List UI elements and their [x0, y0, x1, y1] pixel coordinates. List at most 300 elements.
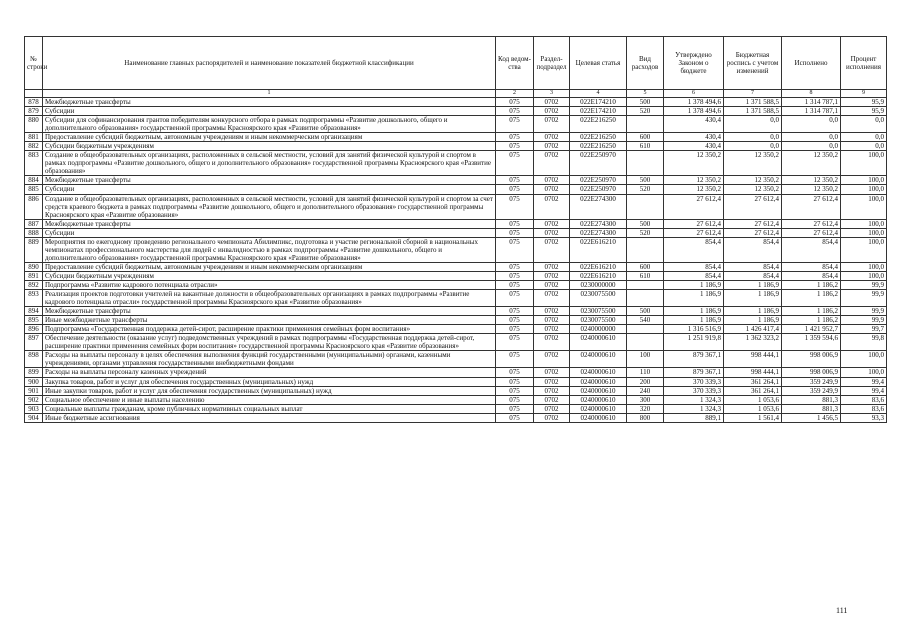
- row-approved: 1 324,3: [664, 404, 724, 413]
- row-name: Предоставление субсидий бюджетным, автономным учреждениям и иным некоммерческим организациям: [43, 133, 496, 142]
- row-name: Социальные выплаты гражданам, кроме публичных нормативных социальных выплат: [43, 404, 496, 413]
- row-executed: 1 186,2: [782, 316, 841, 325]
- row-percent: 100,0: [841, 219, 887, 228]
- row-percent: 100,0: [841, 151, 887, 176]
- row-executed: 359 249,9: [782, 386, 841, 395]
- row-name: Субсидии: [43, 107, 496, 116]
- row-executed: 881,3: [782, 404, 841, 413]
- row-approved: 1 316 516,9: [664, 325, 724, 334]
- row-target-item: 022E174210: [570, 107, 627, 116]
- row-dept-code: 075: [496, 334, 534, 351]
- row-approved: 27 612,4: [664, 219, 724, 228]
- row-target-item: 022E274300: [570, 219, 627, 228]
- row-section: 0702: [534, 98, 570, 107]
- row-section: 0702: [534, 133, 570, 142]
- table-row: [25, 386, 887, 395]
- row-expense-type: 520: [627, 228, 664, 237]
- row-section: 0702: [534, 194, 570, 219]
- row-approved: 1 186,9: [664, 307, 724, 316]
- row-expense-type: 300: [627, 395, 664, 404]
- row-budget-schedule: 0,0: [724, 116, 782, 133]
- row-executed: 12 350,2: [782, 185, 841, 194]
- row-name: Предоставление субсидий бюджетным, автономным учреждениям и иным некоммерческим организациям: [43, 262, 496, 271]
- row-section: 0702: [534, 386, 570, 395]
- row-dept-code: 075: [496, 368, 534, 377]
- row-section: 0702: [534, 262, 570, 271]
- row-name: Межбюджетные трансферты: [43, 219, 496, 228]
- row-approved: 879 367,1: [664, 351, 724, 368]
- row-number: 887: [25, 219, 43, 228]
- row-dept-code: 075: [496, 176, 534, 185]
- row-section: 0702: [534, 307, 570, 316]
- column-number-row: [25, 90, 887, 98]
- row-section: 0702: [534, 280, 570, 289]
- row-target-item: 022E616210: [570, 237, 627, 262]
- row-budget-schedule: 0,0: [724, 133, 782, 142]
- table-row: [25, 176, 887, 185]
- row-budget-schedule: 854,4: [724, 262, 782, 271]
- row-expense-type: 540: [627, 316, 664, 325]
- row-executed: 854,4: [782, 271, 841, 280]
- row-section: 0702: [534, 107, 570, 116]
- row-dept-code: 075: [496, 413, 534, 422]
- row-expense-type: [627, 151, 664, 176]
- row-expense-type: 500: [627, 219, 664, 228]
- table-row: [25, 404, 887, 413]
- row-percent: 99,4: [841, 386, 887, 395]
- row-dept-code: 075: [496, 151, 534, 176]
- row-number: 895: [25, 316, 43, 325]
- row-percent: 99,9: [841, 290, 887, 307]
- row-budget-schedule: 1 053,6: [724, 395, 782, 404]
- table-row: [25, 280, 887, 289]
- row-dept-code: 075: [496, 98, 534, 107]
- row-executed: 854,4: [782, 237, 841, 262]
- row-target-item: 022E216250: [570, 142, 627, 151]
- row-number: 880: [25, 116, 43, 133]
- row-expense-type: 600: [627, 133, 664, 142]
- table-row: [25, 142, 887, 151]
- row-expense-type: 520: [627, 107, 664, 116]
- row-budget-schedule: 1 053,6: [724, 404, 782, 413]
- row-section: 0702: [534, 413, 570, 422]
- column-number: 7: [724, 90, 782, 98]
- row-budget-schedule: 27 612,4: [724, 194, 782, 219]
- table-row: [25, 228, 887, 237]
- header-row-number: № строки: [25, 37, 43, 90]
- row-target-item: 022E274300: [570, 228, 627, 237]
- row-approved: 12 350,2: [664, 151, 724, 176]
- row-budget-schedule: 1 426 417,4: [724, 325, 782, 334]
- row-target-item: 0240000610: [570, 351, 627, 368]
- row-number: 888: [25, 228, 43, 237]
- row-executed: 0,0: [782, 133, 841, 142]
- budget-table: [24, 36, 887, 423]
- row-dept-code: 075: [496, 351, 534, 368]
- row-approved: 27 612,4: [664, 194, 724, 219]
- row-number: 883: [25, 151, 43, 176]
- row-name: Межбюджетные трансферты: [43, 307, 496, 316]
- column-number: 4: [570, 90, 627, 98]
- row-number: 901: [25, 386, 43, 395]
- header-executed: Исполнено: [782, 37, 841, 90]
- table-row: [25, 271, 887, 280]
- row-budget-schedule: 1 186,9: [724, 280, 782, 289]
- column-number: 1: [43, 90, 496, 98]
- table-row: [25, 107, 887, 116]
- row-executed: 12 350,2: [782, 176, 841, 185]
- page-number: 111: [836, 606, 848, 615]
- row-dept-code: 075: [496, 262, 534, 271]
- row-approved: 879 367,1: [664, 368, 724, 377]
- row-approved: 430,4: [664, 116, 724, 133]
- row-approved: 27 612,4: [664, 228, 724, 237]
- row-executed: 1 186,2: [782, 290, 841, 307]
- row-target-item: 022E174210: [570, 98, 627, 107]
- row-number: 885: [25, 185, 43, 194]
- row-budget-schedule: 1 186,9: [724, 290, 782, 307]
- row-number: 891: [25, 271, 43, 280]
- row-percent: 0,0: [841, 142, 887, 151]
- row-percent: 0,0: [841, 116, 887, 133]
- row-dept-code: 075: [496, 404, 534, 413]
- row-expense-type: 600: [627, 262, 664, 271]
- row-percent: 0,0: [841, 133, 887, 142]
- row-expense-type: 500: [627, 176, 664, 185]
- row-section: 0702: [534, 176, 570, 185]
- column-number: 9: [841, 90, 887, 98]
- row-dept-code: 075: [496, 280, 534, 289]
- row-name: Создание в общеобразовательных организациях, расположенных в сельской местности, условий для занятий физической культурой и спортом за счет средств краевого бюджета в рамках подпрограммы «Развитие дошкольного, общего и дополнительного образования» государственной программы Красноярского края «Развитие образования»: [43, 194, 496, 219]
- row-target-item: 022E616210: [570, 262, 627, 271]
- header-budget-schedule: Бюджетная роспись с учетом изменений: [724, 37, 782, 90]
- row-expense-type: 100: [627, 351, 664, 368]
- row-dept-code: 075: [496, 228, 534, 237]
- row-budget-schedule: 27 612,4: [724, 219, 782, 228]
- row-budget-schedule: 27 612,4: [724, 228, 782, 237]
- table-body: [25, 98, 887, 423]
- row-name: Межбюджетные трансферты: [43, 176, 496, 185]
- row-dept-code: 075: [496, 325, 534, 334]
- row-budget-schedule: 1 186,9: [724, 316, 782, 325]
- row-expense-type: [627, 237, 664, 262]
- row-approved: 430,4: [664, 133, 724, 142]
- row-section: 0702: [534, 404, 570, 413]
- row-dept-code: 075: [496, 142, 534, 151]
- row-executed: 998 006,9: [782, 351, 841, 368]
- row-approved: 1 186,9: [664, 316, 724, 325]
- row-section: 0702: [534, 219, 570, 228]
- row-percent: 100,0: [841, 237, 887, 262]
- row-expense-type: 240: [627, 386, 664, 395]
- row-percent: 99,9: [841, 316, 887, 325]
- row-number: 890: [25, 262, 43, 271]
- row-target-item: 022E216250: [570, 133, 627, 142]
- row-number: 879: [25, 107, 43, 116]
- row-percent: 100,0: [841, 194, 887, 219]
- row-approved: 1 186,9: [664, 280, 724, 289]
- row-executed: 1 186,2: [782, 307, 841, 316]
- header-row: [25, 37, 887, 90]
- row-name: Реализация проектов подготовки учителей на вакантные должности в общеобразовательных организациях в рамках подпрограммы «Развитие кадрового потенциала отрасли» государственной программы Красноярского края «Развитие образования»: [43, 290, 496, 307]
- row-dept-code: 075: [496, 185, 534, 194]
- row-number: 892: [25, 280, 43, 289]
- column-number: 6: [664, 90, 724, 98]
- row-name: Подпрограмма «Развитие кадрового потенциала отрасли»: [43, 280, 496, 289]
- table-row: [25, 351, 887, 368]
- row-section: 0702: [534, 395, 570, 404]
- row-number: 882: [25, 142, 43, 151]
- row-percent: 100,0: [841, 368, 887, 377]
- row-expense-type: 320: [627, 404, 664, 413]
- row-percent: 99,8: [841, 334, 887, 351]
- row-section: 0702: [534, 237, 570, 262]
- row-percent: 99,9: [841, 307, 887, 316]
- row-dept-code: 075: [496, 219, 534, 228]
- row-target-item: 0230075500: [570, 307, 627, 316]
- row-approved: 1 251 919,8: [664, 334, 724, 351]
- row-name: Субсидии бюджетным учреждениям: [43, 142, 496, 151]
- row-executed: 1 186,2: [782, 280, 841, 289]
- row-budget-schedule: 998 444,1: [724, 368, 782, 377]
- row-name: Обеспечение деятельности (оказание услуг) подведомственных учреждений в рамках подпрограммы «Государственная поддержка детей-сирот, расширение практики применения семейных форм воспитания» государственной программы Красноярского края «Развитие образования»: [43, 334, 496, 351]
- row-dept-code: 075: [496, 194, 534, 219]
- column-number: [25, 90, 43, 98]
- row-dept-code: 075: [496, 386, 534, 395]
- row-section: 0702: [534, 316, 570, 325]
- row-number: 899: [25, 368, 43, 377]
- table-row: [25, 133, 887, 142]
- row-section: 0702: [534, 142, 570, 151]
- row-budget-schedule: 1 186,9: [724, 307, 782, 316]
- row-approved: 12 350,2: [664, 176, 724, 185]
- row-approved: 854,4: [664, 262, 724, 271]
- row-approved: 1 186,9: [664, 290, 724, 307]
- row-budget-schedule: 1 371 588,5: [724, 98, 782, 107]
- row-name: Иные закупки товаров, работ и услуг для обеспечения государственных (муниципальных) нужд: [43, 386, 496, 395]
- row-percent: 99,9: [841, 280, 887, 289]
- column-number: 2: [496, 90, 534, 98]
- row-dept-code: 075: [496, 271, 534, 280]
- row-target-item: 022E274300: [570, 194, 627, 219]
- row-approved: 889,1: [664, 413, 724, 422]
- row-target-item: 022E616210: [570, 271, 627, 280]
- row-percent: 99,4: [841, 377, 887, 386]
- row-number: 889: [25, 237, 43, 262]
- row-budget-schedule: 361 264,1: [724, 377, 782, 386]
- table-row: [25, 316, 887, 325]
- row-executed: 854,4: [782, 262, 841, 271]
- row-expense-type: [627, 334, 664, 351]
- row-target-item: 0240000610: [570, 368, 627, 377]
- table-row: [25, 413, 887, 422]
- row-budget-schedule: 361 264,1: [724, 386, 782, 395]
- header-percent: Процент исполнения: [841, 37, 887, 90]
- row-percent: 99,7: [841, 325, 887, 334]
- row-executed: 27 612,4: [782, 194, 841, 219]
- row-expense-type: 610: [627, 271, 664, 280]
- row-approved: 370 339,3: [664, 386, 724, 395]
- row-dept-code: 075: [496, 290, 534, 307]
- row-executed: 27 612,4: [782, 228, 841, 237]
- row-section: 0702: [534, 151, 570, 176]
- column-number: 3: [534, 90, 570, 98]
- row-executed: 0,0: [782, 142, 841, 151]
- table-row: [25, 194, 887, 219]
- row-dept-code: 075: [496, 116, 534, 133]
- row-approved: 854,4: [664, 271, 724, 280]
- row-executed: 881,3: [782, 395, 841, 404]
- row-number: 893: [25, 290, 43, 307]
- row-expense-type: [627, 290, 664, 307]
- row-approved: 1 378 494,6: [664, 98, 724, 107]
- row-approved: 1 324,3: [664, 395, 724, 404]
- row-expense-type: 800: [627, 413, 664, 422]
- row-percent: 100,0: [841, 271, 887, 280]
- row-section: 0702: [534, 368, 570, 377]
- row-dept-code: 075: [496, 107, 534, 116]
- table-row: [25, 262, 887, 271]
- row-percent: 95,9: [841, 98, 887, 107]
- row-budget-schedule: 1 362 323,2: [724, 334, 782, 351]
- table-row: [25, 116, 887, 133]
- row-name: Субсидии: [43, 228, 496, 237]
- row-section: 0702: [534, 116, 570, 133]
- row-name: Иные бюджетные ассигнования: [43, 413, 496, 422]
- row-target-item: 0240000610: [570, 404, 627, 413]
- row-number: 904: [25, 413, 43, 422]
- row-expense-type: 610: [627, 142, 664, 151]
- row-budget-schedule: 854,4: [724, 237, 782, 262]
- row-percent: 83,6: [841, 404, 887, 413]
- row-target-item: 0230075500: [570, 290, 627, 307]
- row-budget-schedule: 998 444,1: [724, 351, 782, 368]
- row-target-item: 022E250970: [570, 185, 627, 194]
- table-row: [25, 219, 887, 228]
- table-row: [25, 325, 887, 334]
- row-budget-schedule: 12 350,2: [724, 151, 782, 176]
- row-budget-schedule: 12 350,2: [724, 176, 782, 185]
- header-approved: Утверждено Законом о бюджете: [664, 37, 724, 90]
- row-budget-schedule: 12 350,2: [724, 185, 782, 194]
- table-row: [25, 185, 887, 194]
- table-row: [25, 377, 887, 386]
- row-dept-code: 075: [496, 237, 534, 262]
- row-budget-schedule: 1 561,4: [724, 413, 782, 422]
- row-expense-type: [627, 194, 664, 219]
- row-executed: 1 359 594,6: [782, 334, 841, 351]
- row-name: Закупка товаров, работ и услуг для обеспечения государственных (муниципальных) нужд: [43, 377, 496, 386]
- row-number: 886: [25, 194, 43, 219]
- row-name: Мероприятия по ежегодному проведению регионального чемпионата Абилимпикс, подготовка и участие региональной сборной в национальных чемпионатах профессионального мастерства для людей с инвалидностью в рамках подпрограммы «Развитие дошкольного, общего и дополнительного образования» государственной программы Красноярского края «Развитие образования»: [43, 237, 496, 262]
- row-name: Субсидии: [43, 185, 496, 194]
- row-name: Субсидии для софинансирования грантов победителям конкурсного отбора в рамках подпрограммы «Развитие дошкольного, общего и дополнительного образования» государственной программы Красноярского края «Развитие образования»: [43, 116, 496, 133]
- row-name: Расходы на выплаты персоналу казенных учреждений: [43, 368, 496, 377]
- row-executed: 998 006,9: [782, 368, 841, 377]
- row-section: 0702: [534, 228, 570, 237]
- row-percent: 100,0: [841, 176, 887, 185]
- row-target-item: 022E250970: [570, 151, 627, 176]
- row-executed: 27 612,4: [782, 219, 841, 228]
- row-name: Иные межбюджетные трансферты: [43, 316, 496, 325]
- row-number: 884: [25, 176, 43, 185]
- row-executed: 1 456,5: [782, 413, 841, 422]
- row-section: 0702: [534, 377, 570, 386]
- row-section: 0702: [534, 185, 570, 194]
- header-dept-code: Код ведом-ства: [496, 37, 534, 90]
- table-row: [25, 237, 887, 262]
- row-number: 902: [25, 395, 43, 404]
- row-number: 903: [25, 404, 43, 413]
- header-expense-type: Вид расходов: [627, 37, 664, 90]
- row-approved: 12 350,2: [664, 185, 724, 194]
- row-budget-schedule: 854,4: [724, 271, 782, 280]
- row-target-item: 0240000610: [570, 334, 627, 351]
- row-number: 898: [25, 351, 43, 368]
- row-approved: 430,4: [664, 142, 724, 151]
- row-number: 896: [25, 325, 43, 334]
- row-target-item: 022E250970: [570, 176, 627, 185]
- row-approved: 370 339,3: [664, 377, 724, 386]
- row-section: 0702: [534, 290, 570, 307]
- row-name: Подпрограмма «Государственная поддержка детей-сирот, расширение практики применения семейных форм воспитания»: [43, 325, 496, 334]
- table-row: [25, 151, 887, 176]
- table-row: [25, 368, 887, 377]
- row-target-item: 0240000610: [570, 413, 627, 422]
- row-name: Расходы на выплаты персоналу в целях обеспечения выполнения функций государственными (муниципальными) органами, казенными учреждениями, органами управления государственными внебюджетными фондами: [43, 351, 496, 368]
- row-target-item: 0230000000: [570, 280, 627, 289]
- row-section: 0702: [534, 325, 570, 334]
- row-executed: 1 314 787,1: [782, 107, 841, 116]
- row-percent: 100,0: [841, 185, 887, 194]
- row-target-item: 0240000000: [570, 325, 627, 334]
- budget-sheet: [24, 36, 886, 423]
- row-number: 881: [25, 133, 43, 142]
- row-name: Создание в общеобразовательных организациях, расположенных в сельской местности, условий для занятий физической культурой и спортом в рамках подпрограммы «Развитие дошкольного, общего и дополнительного образования» государственной программы Красноярского края «Развитие образования»: [43, 151, 496, 176]
- row-target-item: 0240000610: [570, 386, 627, 395]
- header-name: Наименование главных распорядителей и наименование показателей бюджетной классификации: [43, 37, 496, 90]
- row-dept-code: 075: [496, 133, 534, 142]
- row-name: Субсидии бюджетным учреждениям: [43, 271, 496, 280]
- row-target-item: 0240000610: [570, 377, 627, 386]
- row-expense-type: 110: [627, 368, 664, 377]
- row-executed: 12 350,2: [782, 151, 841, 176]
- row-executed: 1 314 787,1: [782, 98, 841, 107]
- table-row: [25, 290, 887, 307]
- row-percent: 100,0: [841, 351, 887, 368]
- row-number: 894: [25, 307, 43, 316]
- row-executed: 1 421 952,7: [782, 325, 841, 334]
- column-number: 8: [782, 90, 841, 98]
- row-target-item: 0230075500: [570, 316, 627, 325]
- row-percent: 93,3: [841, 413, 887, 422]
- row-section: 0702: [534, 334, 570, 351]
- row-target-item: 022E216250: [570, 116, 627, 133]
- column-number: 5: [627, 90, 664, 98]
- row-budget-schedule: 0,0: [724, 142, 782, 151]
- row-expense-type: 200: [627, 377, 664, 386]
- row-percent: 83,6: [841, 395, 887, 404]
- row-percent: 95,9: [841, 107, 887, 116]
- row-expense-type: 500: [627, 307, 664, 316]
- row-percent: 100,0: [841, 228, 887, 237]
- row-approved: 854,4: [664, 237, 724, 262]
- table-row: [25, 98, 887, 107]
- row-dept-code: 075: [496, 307, 534, 316]
- header-section: Раздел-подраздел: [534, 37, 570, 90]
- table-row: [25, 395, 887, 404]
- row-approved: 1 378 494,6: [664, 107, 724, 116]
